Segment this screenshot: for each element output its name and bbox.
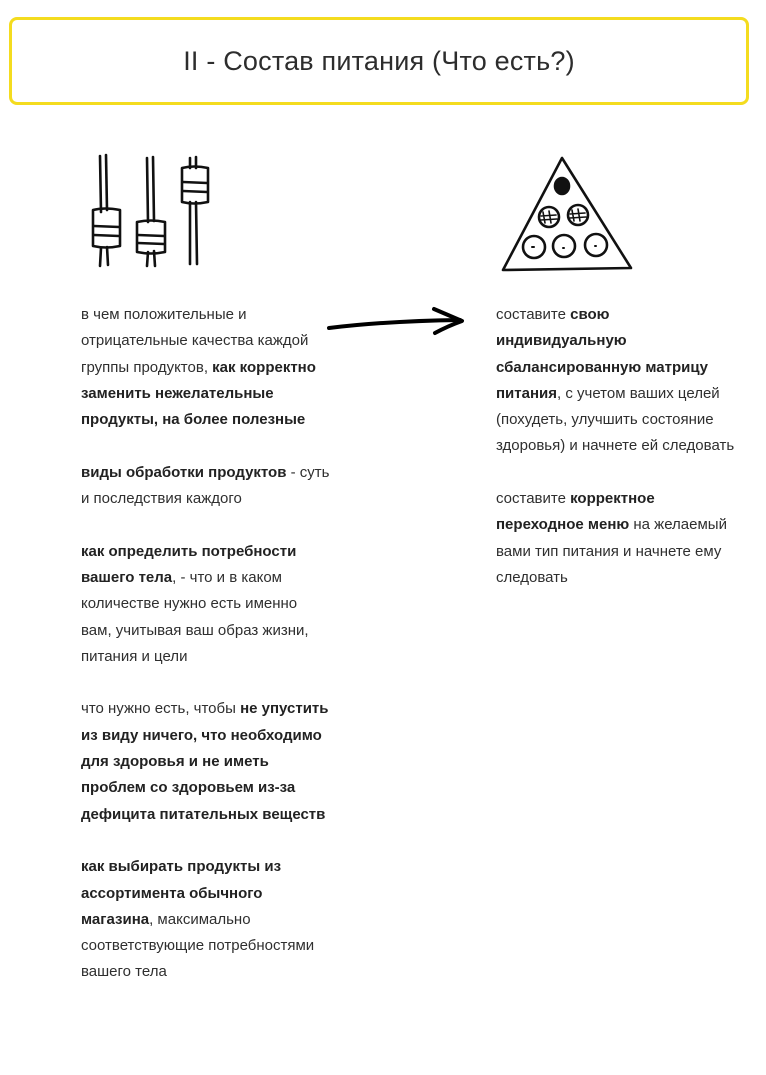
emphasis-text: виды обработки продуктов: [81, 463, 287, 481]
body-text: , максимально соответствующие потребностями вашего тела: [81, 910, 315, 981]
emphasis-text: корректное переходное меню: [496, 490, 655, 534]
body-text: что нужно есть, чтобы: [81, 700, 241, 718]
body-text: , - что и в каком количестве нужно есть именно вам, учитывая ваш образ жизни, питания и цели: [81, 568, 309, 665]
left-column: [81, 302, 331, 1012]
sliders-icon: [86, 152, 218, 272]
feature-paragraph: [496, 486, 736, 591]
body-text: на желаемый вами тип питания и начнете ему следовать: [496, 516, 727, 586]
emphasis-text: как корректно заменить нежелательные продукты, на более полезные: [81, 358, 316, 429]
body-text: в чем положительные и отрицательные качества каждой группы продуктов,: [81, 306, 309, 376]
section-title: II - Состав питания (Что есть?): [183, 45, 575, 76]
section-header: [9, 17, 749, 105]
body-text: составите: [496, 306, 571, 323]
feature-paragraph: [81, 460, 331, 513]
feature-paragraph: [81, 854, 331, 985]
body-text: составите: [496, 490, 571, 508]
right-column: [496, 302, 736, 618]
body-text: , с учетом ваших целей (похудеть, улучшить состояние здоровья) и начнете ей следовать: [496, 384, 735, 455]
emphasis-text: свою индивидуальную сбалансированную матрицу питания: [496, 306, 708, 402]
feature-paragraph: [496, 302, 736, 460]
emphasis-text: как определить потребности вашего тела: [81, 542, 297, 586]
feature-paragraph: [81, 539, 331, 670]
body-text: - суть и последствия каждого: [81, 463, 330, 508]
emphasis-text: не упустить из виду ничего, что необходимо для здоровья и не иметь проблем со здоровьем из-за дефицита питательных веществ: [81, 700, 329, 823]
feature-paragraph: [81, 696, 331, 827]
food-pyramid-icon: [498, 154, 636, 274]
arrow-right-icon: [326, 306, 468, 340]
feature-paragraph: [81, 302, 331, 433]
emphasis-text: как выбирать продукты из ассортимента обычного магазина: [81, 858, 282, 928]
